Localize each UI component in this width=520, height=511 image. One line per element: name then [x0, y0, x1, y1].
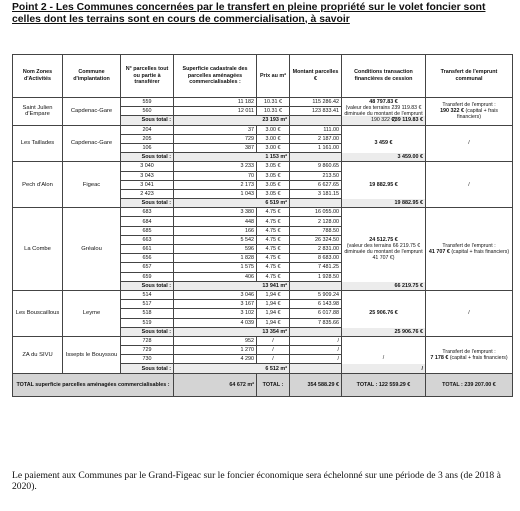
header-commune: Commune d'implantation [63, 55, 121, 98]
amount-cell: 6 627.65 [290, 180, 342, 189]
price-cell: 3.05 € [257, 189, 290, 198]
header-price: Prix au m² [257, 55, 290, 98]
parcel-number-cell: 659 [121, 272, 174, 281]
zone-name-cell: Pech d'Alon [13, 162, 63, 208]
area-cell: 387 [174, 143, 257, 152]
area-cell: 596 [174, 245, 257, 254]
area-cell: 1 270 [174, 346, 257, 355]
price-cell: 4.75 € [257, 235, 290, 244]
commune-cell: Figeac [63, 162, 121, 208]
parcels-table-wrapper [12, 54, 512, 468]
amount-cell: 115 286.42 [290, 98, 342, 107]
subtotal-area: 6 519 m² [174, 199, 290, 208]
parcel-number-cell: 2 423 [121, 189, 174, 198]
area-cell: 406 [174, 272, 257, 281]
price-cell: 1,94 € [257, 318, 290, 327]
area-cell: 3 102 [174, 309, 257, 318]
condition-amount: 19 882.95 € [369, 181, 398, 188]
amount-cell: 3 181.15 [290, 189, 342, 198]
zone-name-cell: La Combe [13, 208, 63, 291]
amount-cell: 8 683.00 [290, 254, 342, 263]
subtotal-amount: 239 119.83 € [290, 116, 426, 125]
condition-note: / [382, 354, 385, 361]
condition-amount: 24 512.75 € [369, 236, 398, 243]
parcel-number-cell: 519 [121, 318, 174, 327]
amount-cell: 213.50 [290, 171, 342, 180]
price-cell: 4.75 € [257, 208, 290, 217]
area-cell: 952 [174, 336, 257, 345]
price-cell: 3.05 € [257, 171, 290, 180]
area-cell: 3 380 [174, 208, 257, 217]
commune-cell: Leyme [63, 290, 121, 336]
table-header-row [13, 55, 513, 98]
parcels-table [12, 54, 513, 397]
subtotal-amount: / [290, 364, 426, 373]
price-cell: 3.00 € [257, 125, 290, 134]
total-label: TOTAL superficie parcelles aménagées commercialisables : [13, 373, 174, 396]
parcel-number-cell: 204 [121, 125, 174, 134]
price-cell: 3.00 € [257, 134, 290, 143]
table-body [13, 98, 513, 374]
area-cell: 1 575 [174, 263, 257, 272]
subtotal-area: 13 354 m² [174, 327, 290, 336]
price-cell: / [257, 355, 290, 364]
parcel-number-cell: 685 [121, 226, 174, 235]
commune-cell: Capdenac-Gare [63, 98, 121, 126]
price-cell: 4.75 € [257, 254, 290, 263]
parcel-number-cell: 3 041 [121, 180, 174, 189]
parcel-number-cell: 663 [121, 235, 174, 244]
zone-name-cell: Les Bouscaillous [13, 290, 63, 336]
parcel-number-cell: 683 [121, 208, 174, 217]
amount-cell: 6 143.98 [290, 300, 342, 309]
commune-cell: Issepts le Bouyssou [63, 336, 121, 373]
subtotal-label: Sous total : [121, 281, 174, 290]
area-cell: 3 233 [174, 162, 257, 171]
table-row [13, 98, 513, 107]
amount-cell: 5 909.24 [290, 290, 342, 299]
parcel-number-cell: 517 [121, 300, 174, 309]
price-cell: 3.05 € [257, 162, 290, 171]
parcel-number-cell: 661 [121, 245, 174, 254]
subtotal-amount: 19 882.95 € [290, 199, 426, 208]
condition-note: (valeur des terrains 239 119.83 € diminuée du montant de l'emprunt 190 322 €) [344, 105, 423, 124]
price-cell: 1,94 € [257, 300, 290, 309]
condition-amount: 48 797.83 € [369, 98, 398, 105]
amount-cell: 2 187.00 [290, 134, 342, 143]
subtotal-label: Sous total : [121, 199, 174, 208]
table-row [13, 290, 513, 299]
parcel-number-cell: 3 040 [121, 162, 174, 171]
parcel-number-cell: 560 [121, 107, 174, 116]
area-cell: 12 011 [174, 107, 257, 116]
table-row [13, 162, 513, 171]
subtotal-amount: 25 906.76 € [290, 327, 426, 336]
price-cell: / [257, 336, 290, 345]
subtotal-amount: 3 459.00 € [290, 153, 426, 162]
condition-amount: 3 459 € [374, 140, 393, 147]
subtotal-area: 6 512 m² [174, 364, 290, 373]
transfer-amount: 7 178 € [430, 354, 449, 361]
page-heading [12, 2, 512, 25]
transfer-label: / [468, 310, 470, 317]
transfer-cell [426, 336, 513, 373]
price-cell: 10.31 € [257, 98, 290, 107]
total-price-label: TOTAL : [257, 373, 290, 396]
amount-cell: 6 017.88 [290, 309, 342, 318]
transfer-amount: 190 322 € [440, 108, 465, 115]
amount-cell: 7 481.25 [290, 263, 342, 272]
table-row [13, 336, 513, 345]
price-cell: 4.75 € [257, 226, 290, 235]
area-cell: 448 [174, 217, 257, 226]
transfer-note: (capital + frais financiers) [449, 354, 508, 361]
area-cell: 1 828 [174, 254, 257, 263]
total-transfer: TOTAL : 239 207.00 € [426, 373, 513, 396]
commune-cell: Gréalou [63, 208, 121, 291]
amount-cell: 2 831.00 [290, 245, 342, 254]
parcel-number-cell: 205 [121, 134, 174, 143]
condition-note: (valeur des terrains 66 219.75 € diminuée du montant de l'emprunt 41 707 €) [344, 242, 423, 262]
parcel-number-cell: 728 [121, 336, 174, 345]
transfer-label: Transfert de l'emprunt : [442, 242, 496, 249]
area-cell: 3 167 [174, 300, 257, 309]
transfer-cell [426, 98, 513, 126]
price-cell: 3.00 € [257, 143, 290, 152]
amount-cell: 7 835.66 [290, 318, 342, 327]
transfer-label: Transfert de l'emprunt : [442, 101, 496, 108]
heading-text: Point 2 - Les Communes concernées par le transfert en pleine propriété sur le volet foncier sont celles dont les terrains sont en cours de commercialisation, à savoir [12, 2, 486, 25]
parcel-number-cell: 657 [121, 263, 174, 272]
parcel-number-cell: 106 [121, 143, 174, 152]
area-cell: 1 043 [174, 189, 257, 198]
header-parcel: N° parcelles tout ou partie à transférer [121, 55, 174, 98]
subtotal-label: Sous total : [121, 153, 174, 162]
price-cell: 1,94 € [257, 309, 290, 318]
subtotal-label: Sous total : [121, 364, 174, 373]
transfer-cell [426, 208, 513, 291]
amount-cell: 9 860.65 [290, 162, 342, 171]
footer-paragraph: Le paiement aux Communes par le Grand-Figeac sur le foncier économique sera échelonné sur une période de 3 ans (de 2018 à 2020). [12, 470, 501, 493]
parcel-number-cell: 729 [121, 346, 174, 355]
parcel-number-cell: 730 [121, 355, 174, 364]
table-row [13, 208, 513, 217]
parcel-number-cell: 518 [121, 309, 174, 318]
transfer-label: Transfert de l'emprunt : [442, 348, 496, 355]
commune-cell: Capdenac-Gare [63, 125, 121, 162]
amount-cell: 26 324.50 [290, 235, 342, 244]
price-cell: 4.75 € [257, 263, 290, 272]
header-zone: Nom Zones d'Activités [13, 55, 63, 98]
price-cell: 4.75 € [257, 245, 290, 254]
amount-cell: 16 055.00 [290, 208, 342, 217]
conditions-cell [342, 208, 426, 291]
area-cell: 166 [174, 226, 257, 235]
subtotal-area: 13 941 m² [174, 281, 290, 290]
subtotal-label: Sous total : [121, 116, 174, 125]
total-condition: TOTAL : 122 559.29 € [342, 373, 426, 396]
zone-name-cell: Saint Julien d'Empare [13, 98, 63, 126]
amount-cell: 1 161.00 [290, 143, 342, 152]
header-amount: Montant parcelles € [290, 55, 342, 98]
parcel-number-cell: 514 [121, 290, 174, 299]
table-row [13, 125, 513, 134]
amount-cell: 123 833.41 [290, 107, 342, 116]
area-cell: 11 182 [174, 98, 257, 107]
transfer-label: / [468, 181, 470, 188]
subtotal-label: Sous total : [121, 327, 174, 336]
zone-name-cell: Les Taillades [13, 125, 63, 162]
area-cell: 4 290 [174, 355, 257, 364]
header-transfer: Transfert de l'emprunt communal [426, 55, 513, 98]
area-cell: 70 [174, 171, 257, 180]
amount-cell: / [290, 346, 342, 355]
area-cell: 729 [174, 134, 257, 143]
header-conditions: Conditions transaction financières de cession [342, 55, 426, 98]
total-amount: 354 588.29 € [290, 373, 342, 396]
amount-cell: 2 128.00 [290, 217, 342, 226]
total-area: 64 672 m² [174, 373, 257, 396]
price-cell: / [257, 346, 290, 355]
price-cell: 4.75 € [257, 272, 290, 281]
zone-name-cell: ZA du SIVU [13, 336, 63, 373]
header-area: Superficie cadastrale des parcelles aménagées commercialisables : [174, 55, 257, 98]
parcel-number-cell: 3 043 [121, 171, 174, 180]
amount-cell: 788.50 [290, 226, 342, 235]
area-cell: 37 [174, 125, 257, 134]
transfer-note: (capital + frais financiers) [451, 249, 510, 256]
transfer-note: (capital + frais financiers) [457, 108, 498, 121]
subtotal-area: 23 193 m² [174, 116, 290, 125]
amount-cell: 1 928.50 [290, 272, 342, 281]
area-cell: 2 173 [174, 180, 257, 189]
transfer-label: / [468, 140, 470, 147]
transfer-cell [426, 290, 513, 336]
subtotal-amount: 66 219.75 € [290, 281, 426, 290]
transfer-cell [426, 162, 513, 208]
transfer-cell [426, 125, 513, 162]
area-cell: 3 046 [174, 290, 257, 299]
price-cell: 4.75 € [257, 217, 290, 226]
area-cell: 4 039 [174, 318, 257, 327]
price-cell: 10.31 € [257, 107, 290, 116]
parcel-number-cell: 684 [121, 217, 174, 226]
amount-cell: 111.00 [290, 125, 342, 134]
amount-cell: / [290, 355, 342, 364]
total-row [13, 373, 513, 396]
amount-cell: / [290, 336, 342, 345]
transfer-amount: 41 707 € [428, 249, 450, 256]
price-cell: 3.05 € [257, 180, 290, 189]
area-cell: 5 542 [174, 235, 257, 244]
parcel-number-cell: 656 [121, 254, 174, 263]
parcel-number-cell: 559 [121, 98, 174, 107]
condition-amount: 25 906.76 € [369, 310, 398, 317]
price-cell: 1,94 € [257, 290, 290, 299]
subtotal-area: 1 153 m² [174, 153, 290, 162]
